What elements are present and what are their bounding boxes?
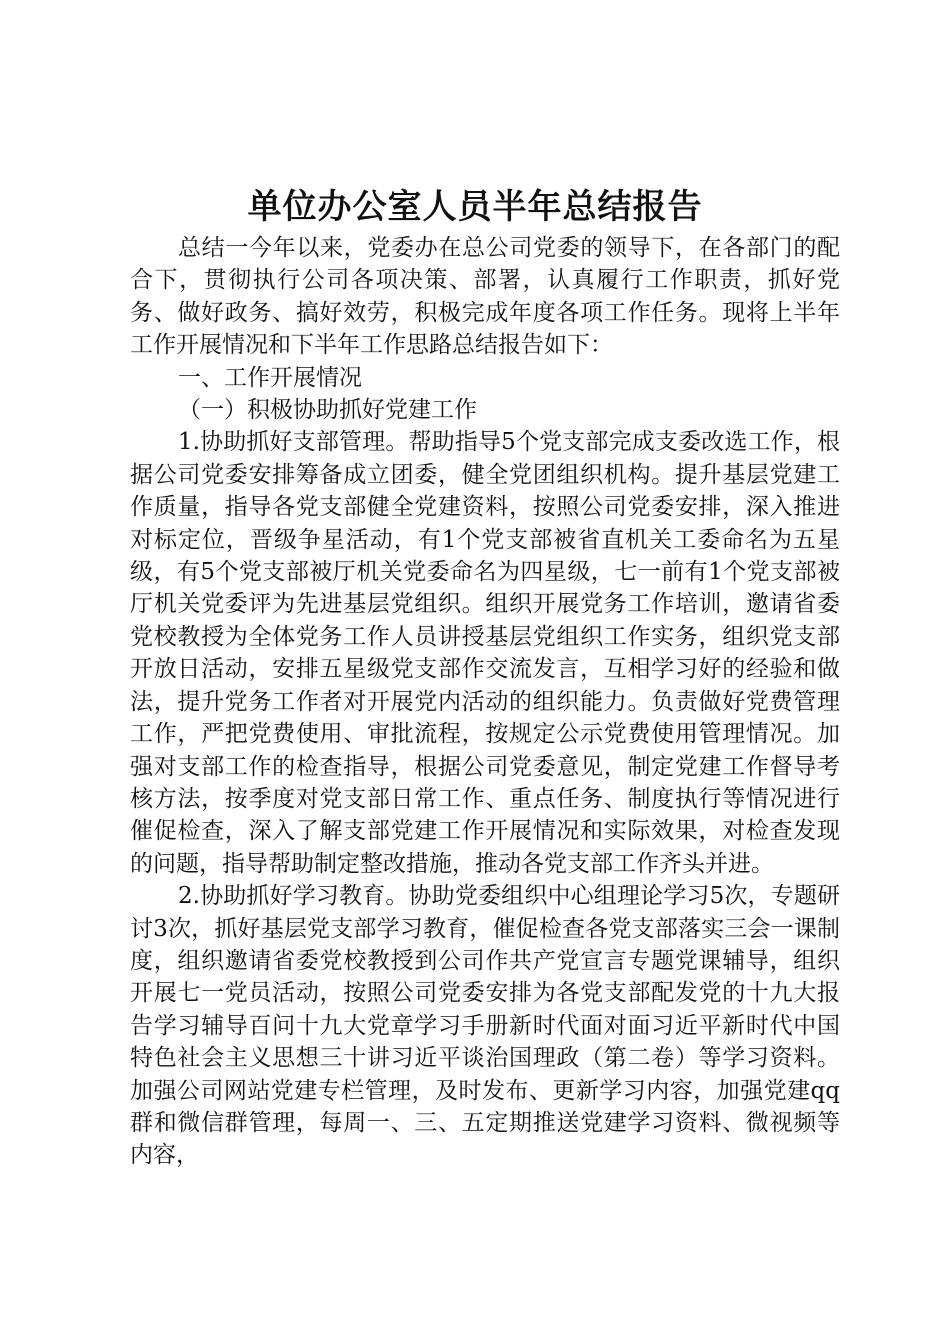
body-paragraph: 1.协助抓好支部管理。帮助指导5个党支部完成支委改选工作，根据公司党委安排筹备成立团委，健全党团组织机构。提升基层党建工作质量，指导各党支部健全党建资料，按照公司党委安排，深入推进对标定位，晋级争星活动，有1个党支部被省直机关工委命名为五星级，有5个党支部被厅机关党委命名为四星级，七一前有1个党支部被厅机关党委评为先进基层党组织。组织开展党务工作培训，邀请省委党校教授为全体党务工作人员讲授基层党组织工作实务，组织党支部开放日活动，安排五星级党支部作交流发言，互相学习好的经验和做法，提升党务工作者对开展党内活动的组织能力。负责做好党费管理工作，严把党费使用、审批流程，按规定公示党费使用管理情况。加强对支部工作的检查指导，根据公司党委意见，制定党建工作督导考核方法，按季度对党支部日常工作、重点任务、制度执行等情况进行催促检查，深入了解支部党建工作开展情况和实际效果，对检查发现的问题，指导帮助制定整改措施，推动各党支部工作齐头并进。: [130, 429, 840, 877]
section-heading: 一、工作开展情况: [178, 364, 362, 391]
document-body: [130, 232, 840, 1172]
body-paragraph: 2.协助抓好学习教育。协助党委组织中心组理论学习5次，专题研讨3次，抓好基层党支部学习教育，催促检查各党支部落实三会一课制度，组织邀请省委党校教授到公司作共产党宣言专题党课辅导，组织开展七一党员活动，按照公司党委安排为各党支部配发党的十九大报告学习辅导百问十九大党章学习手册新时代面对面习近平新时代中国特色社会主义思想三十讲习近平谈治国理政（第二卷）等学习资料。加强公司网站党建专栏管理，及时发布、更新学习内容，加强党建qq群和微信群管理，每周一、三、五定期推送党建学习资料、微视频等内容，: [130, 883, 840, 1169]
subsection-heading: （一）积极协助抓好党建工作: [178, 397, 477, 424]
intro-paragraph: 总结一今年以来，党委办在总公司党委的领导下，在各部门的配合下，贯彻执行公司各项决策、部署，认真履行工作职责，抓好党务、做好政务、搞好效劳，积极完成年度各项工作任务。现将上半年工作开展情况和下半年工作思路总结报告如下：: [130, 235, 840, 359]
document-title: 单位办公室人员半年总结报告: [247, 187, 703, 227]
